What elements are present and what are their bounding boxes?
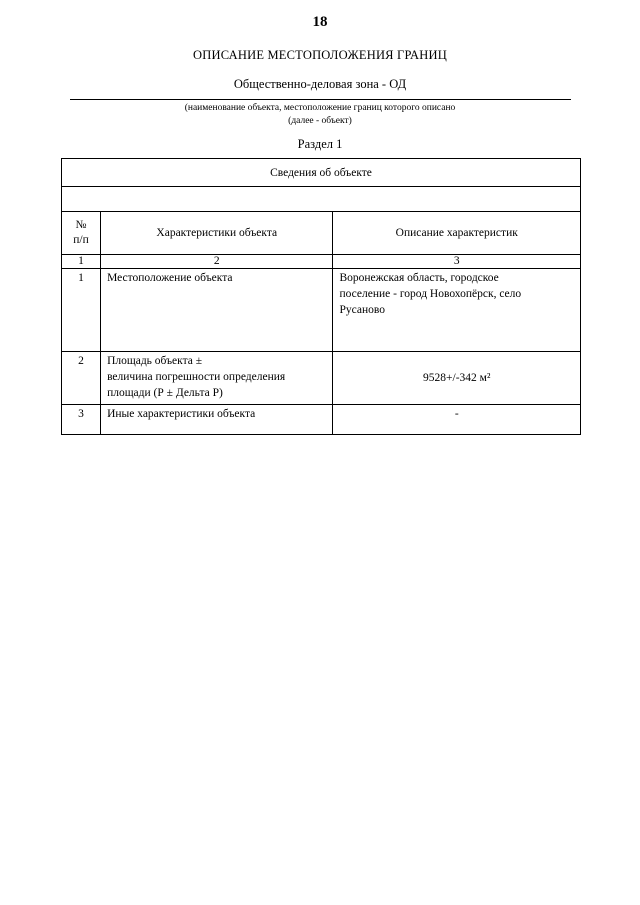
blank-cell — [62, 187, 581, 212]
header-num-line-1: № — [75, 219, 87, 231]
caption-line-2: (далее - объект) — [288, 116, 352, 126]
table-heading: Сведения об объекте — [62, 159, 581, 187]
row-3-description-line: - — [454, 408, 459, 420]
title-underline — [70, 99, 571, 100]
column-number-2: 2 — [101, 255, 333, 269]
row-1-num: 1 — [62, 269, 101, 352]
caption — [0, 102, 640, 128]
row-1-characteristic-line: Местоположение объекта — [107, 272, 233, 284]
column-number-1: 1 — [62, 255, 101, 269]
header-num-line-2: п/п — [73, 234, 89, 246]
table-row — [62, 405, 581, 435]
table-row — [62, 352, 581, 405]
row-2-characteristic — [101, 352, 333, 405]
row-1-description-line: Воронежская область, городское — [339, 272, 499, 284]
row-2-description-line: 9528+/-342 м² — [423, 372, 491, 384]
row-2-num: 2 — [62, 352, 101, 405]
table-heading-row — [62, 159, 581, 187]
column-number-3: 3 — [333, 255, 581, 269]
object-name: Общественно-деловая зона - ОД — [233, 77, 407, 91]
table-blank-row — [62, 187, 581, 212]
row-2-characteristic-line: Площадь объекта ± — [107, 355, 203, 367]
header-num — [62, 212, 101, 255]
table-row — [62, 269, 581, 352]
document-title: ОПИСАНИЕ МЕСТОПОЛОЖЕНИЯ ГРАНИЦ — [193, 48, 447, 62]
header-characteristics: Характеристики объекта — [101, 212, 333, 255]
row-3-characteristic-line: Иные характеристики объекта — [107, 408, 256, 420]
table-header-row — [62, 212, 581, 255]
row-1-description-line: поселение - город Новохопёрск, село — [339, 288, 522, 300]
row-1-characteristic — [101, 269, 333, 352]
row-2-characteristic-line: площади (Р ± Дельта Р) — [107, 387, 223, 399]
row-3-characteristic — [101, 405, 333, 435]
row-2-description — [333, 352, 581, 405]
column-number-row — [62, 255, 581, 269]
caption-line-1: (наименование объекта, местоположение границ которого описано — [184, 103, 456, 113]
row-2-characteristic-line: величина погрешности определения — [107, 371, 286, 383]
row-1-description — [333, 269, 581, 352]
object-info-table — [61, 158, 581, 435]
page-number: 18 — [312, 14, 328, 30]
section-label: Раздел 1 — [297, 137, 343, 151]
header-description: Описание характеристик — [333, 212, 581, 255]
row-1-description-line: Русаново — [339, 304, 385, 316]
row-3-description — [333, 405, 581, 435]
row-3-num: 3 — [62, 405, 101, 435]
